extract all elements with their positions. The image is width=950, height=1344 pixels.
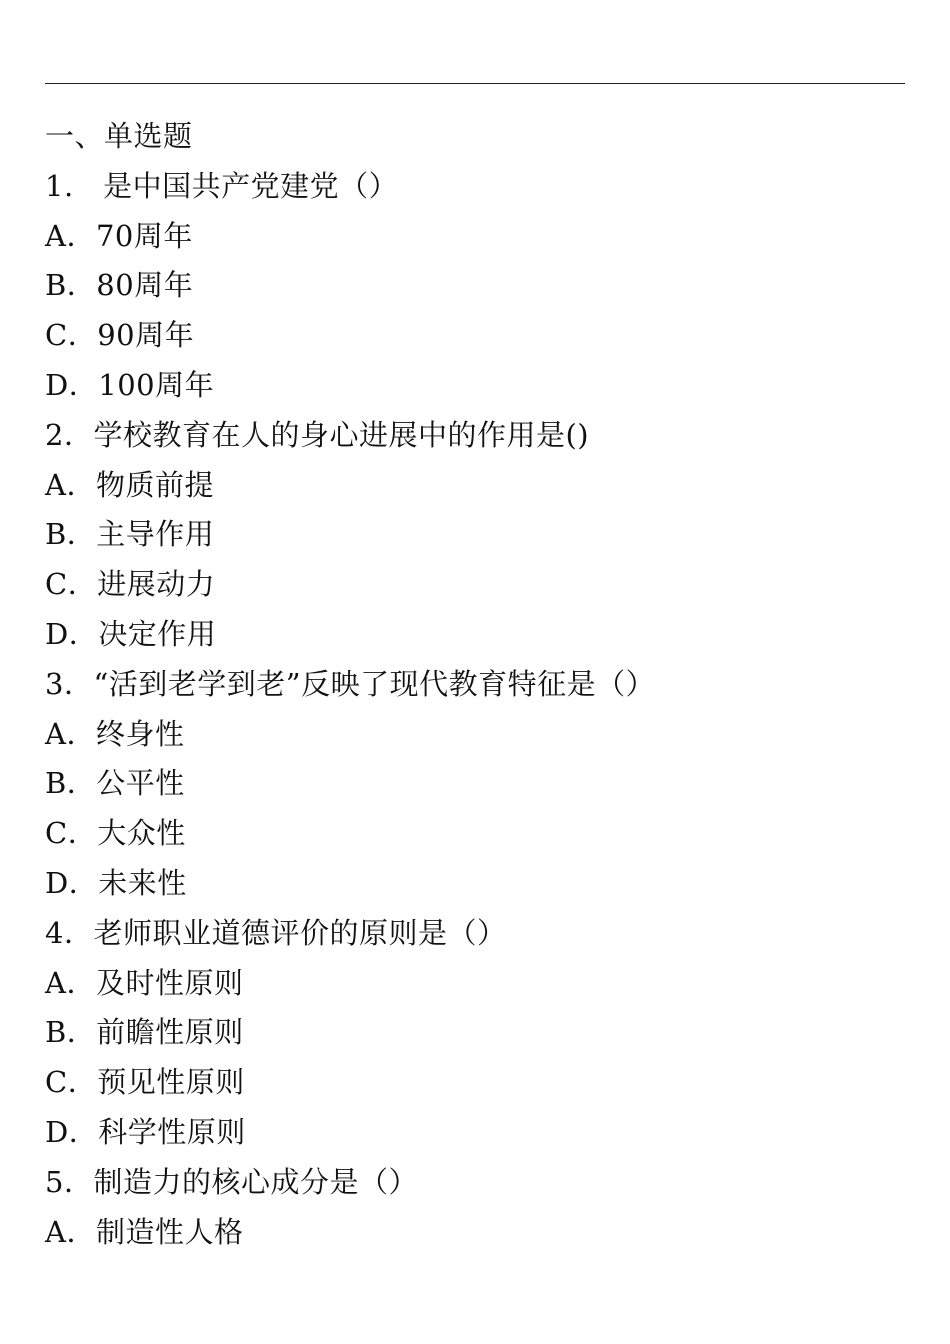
question-stem: 5．制造力的核心成分是（） [45,1164,418,1199]
question-stem: 2．学校教育在人的身心进展中的作用是() [45,417,590,452]
option-c: C．大众性 [45,816,186,851]
option-d: D．决定作用 [45,616,217,651]
option-c: C．进展动力 [45,567,216,602]
document-body [45,112,905,1257]
option-a: A．制造性人格 [45,1214,244,1249]
section-title: 一、单选题 [45,119,193,153]
option-a: A．终身性 [45,716,185,751]
question-stem: 1. 是中国共产党建党（） [45,168,399,203]
option-a: A．70周年 [45,218,193,253]
option-b: B．80周年 [45,268,194,303]
header-rule [45,83,905,84]
option-d: D．未来性 [45,865,187,900]
option-a: A．及时性原则 [45,965,244,1000]
question-stem: 3．“活到老学到老”反映了现代教育特征是（） [45,666,656,701]
question-5 [45,1158,905,1258]
option-c: C．预见性原则 [45,1065,245,1100]
option-d: D．100周年 [45,367,215,402]
question-2 [45,411,905,660]
option-a: A．物质前提 [45,467,214,502]
question-4 [45,909,905,1158]
option-b: B．公平性 [45,766,185,801]
question-1 [45,162,905,411]
option-c: C．90周年 [45,318,195,353]
option-d: D．科学性原则 [45,1114,246,1149]
question-stem: 4．老师职业道德评价的原则是（） [45,915,507,950]
question-3 [45,660,905,909]
option-b: B．主导作用 [45,517,215,552]
option-b: B．前瞻性原则 [45,1015,244,1050]
